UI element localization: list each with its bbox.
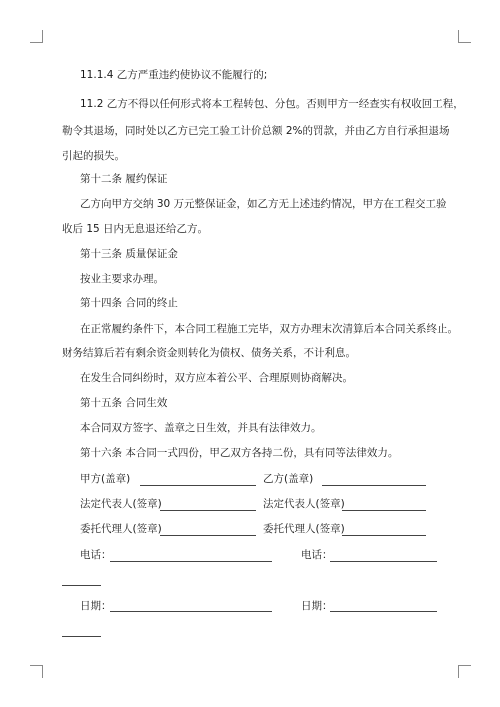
- legal-rep-a-line: [160, 510, 256, 511]
- date-b-label: 日期：: [301, 600, 333, 612]
- article-15-body: 本合同双方签字、盖章之日生效，并具有法律效力。: [80, 422, 322, 434]
- phone-a-label: 电话：: [80, 549, 112, 561]
- party-a-seal-line: [140, 485, 256, 486]
- party-b-seal-label: 乙方(盖章): [263, 473, 314, 485]
- crop-mark-bottom-right: [458, 665, 471, 678]
- phone-b-line: [330, 561, 437, 562]
- article-12-heading: 第十二条 履约保证: [80, 173, 168, 185]
- legal-rep-b-label: 法定代表人(签章): [263, 498, 345, 510]
- agent-b-line: [342, 535, 426, 536]
- party-b-seal-line: [322, 485, 426, 486]
- phone-continuation-line: [62, 585, 101, 586]
- article-13-body: 按业主要求办理。: [80, 273, 164, 285]
- clause-11-2-line-1: 11.2 乙方不得以任何形式将本工程转包、分包。否则甲方一经查实有权收回工程，: [80, 98, 464, 110]
- phone-b-label: 电话：: [301, 549, 333, 561]
- clause-11-1-4: 11.1.4 乙方严重违约使协议不能履行的;: [80, 69, 268, 81]
- date-a-label: 日期：: [80, 600, 112, 612]
- clause-11-2-line-3: 引起的损失。: [62, 150, 125, 162]
- article-14-line-3: 在发生合同纠纷时，双方应本着公平、合理原则协商解决。: [80, 372, 353, 384]
- article-14-line-2: 财务结算后若有剩余资金则转化为债权、债务关系，不计利息。: [62, 347, 356, 359]
- article-15-heading: 第十五条 合同生效: [80, 397, 168, 409]
- article-14-heading: 第十四条 合同的终止: [80, 297, 178, 309]
- legal-rep-b-line: [342, 510, 426, 511]
- crop-mark-top-left: [30, 30, 43, 43]
- crop-mark-bottom-left: [30, 665, 43, 678]
- agent-b-label: 委托代理人(签章): [263, 523, 345, 535]
- article-14-line-1: 在正常履约条件下，本合同工程施工完毕，双方办理末次清算后本合同关系终止。: [80, 323, 458, 335]
- phone-a-line: [110, 561, 272, 562]
- article-12-line-1: 乙方向甲方交纳 30 万元整保证金，如乙方无上述违约情况，甲方在工程交工验: [80, 198, 447, 210]
- party-a-seal-label: 甲方(盖章): [80, 473, 131, 485]
- date-b-line: [330, 611, 437, 612]
- agent-a-line: [160, 535, 256, 536]
- article-12-line-2: 收后 15 日内无息退还给乙方。: [62, 223, 209, 235]
- agent-a-label: 委托代理人(签章): [80, 523, 162, 535]
- clause-11-2-line-2: 勒令其退场，同时处以乙方已完工验工计价总额 2%的罚款，并由乙方自行承担退场: [62, 125, 450, 137]
- article-16: 第十六条 本合同一式四份，甲乙双方各持二份，具有同等法律效力。: [80, 447, 399, 459]
- crop-mark-top-right: [458, 30, 471, 43]
- legal-rep-a-label: 法定代表人(签章): [80, 498, 162, 510]
- article-13-heading: 第十三条 质量保证金: [80, 248, 178, 260]
- date-continuation-line: [62, 636, 101, 637]
- date-a-line: [110, 611, 272, 612]
